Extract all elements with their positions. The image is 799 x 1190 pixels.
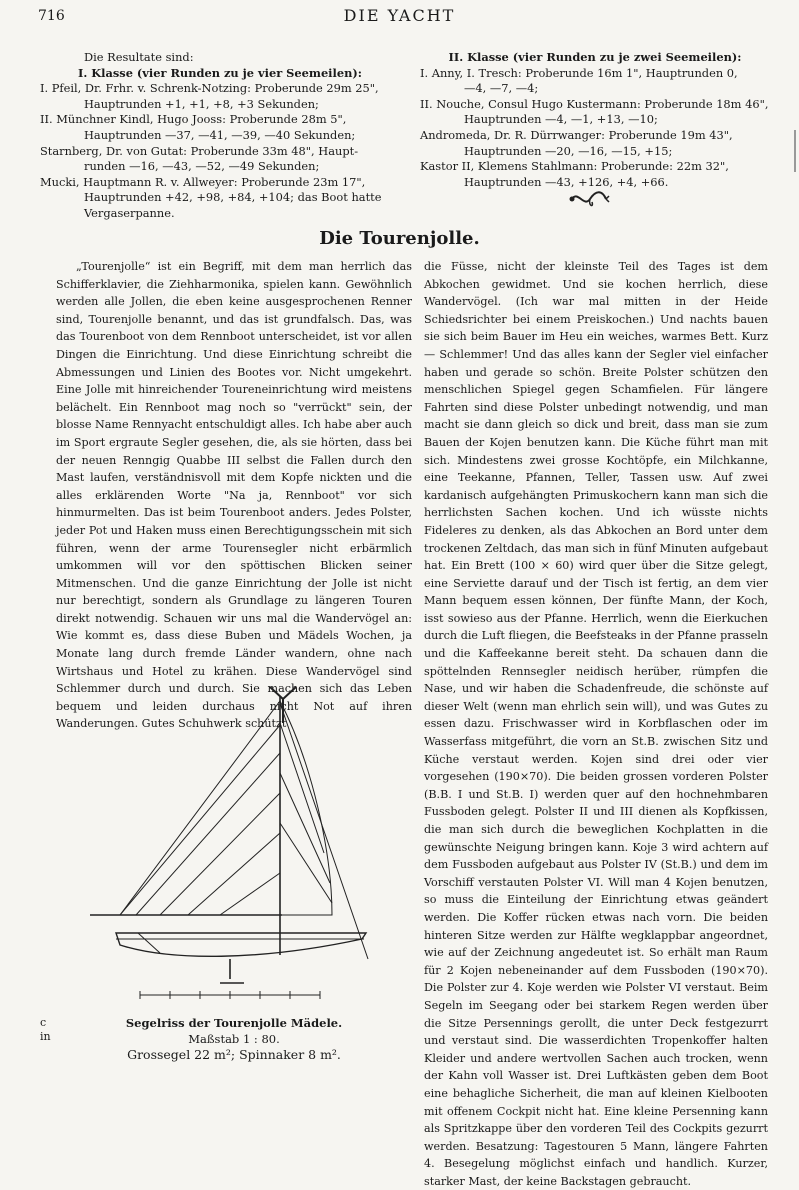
figure-sail-area: Grossegel 22 m²; Spinnaker 8 m². bbox=[127, 1047, 341, 1062]
result-line: II. Nouche, Consul Hugo Kustermann: Proberunde 18m 46", bbox=[420, 96, 769, 111]
result-line: Mucki, Hauptmann R. v. Allweyer: Proberunde 23m 17", bbox=[40, 174, 366, 189]
paragraph: „Tourenjolle“ ist ein Begriff, mit dem man herrlich das Schifferklavier, die Ziehharmonika, spielen kann. Gewöhnlich werden alle Jollen, die eben keine ausgesprochenen Renner sind, Tourenjolle benannt, und das ist grundfalsch. Das, was das Tourenboot von dem Rennboot unterscheidet, ist vor allen Dingen die Einrichtung. Und diese Einrichtung schreibt die Abmessungen und Linien des Bootes vor. Nicht umgekehrt. Eine Jolle mit hinreichender Toureneinrichtung wird meistens belächelt. Ein Rennboot mag noch so "verrückt" sein, der blosse Name Rennyacht entschuldigt alles. Ich habe aber auch im Sport ergraute Segler gesehen, die, als sie hörten, dass bei der neuen Renngig Quabbe III selbst die Fallen durch den Mast laufen, verständnisvoll mit dem Kopfe nickten und die alles erklärenden Worte "Na ja, Rennboot" vor sich hinmurmelten. Das ist beim Tourenboot anders. Jedes Polster, jeder Pot und Haken muss einen Berechtigungsschein mit sich führen, wenn der arme Tourensegler nicht erbärmlich umkommen will vor den spöttischen Blicken seiner Mitmenschen. Und die ganze Einrichtung der Jolle ist nicht nur berechtigt, sondern als Grundlage zu längeren Touren direkt notwendig. Schauen wir uns mal die Wandervögel an: Wie kommt es, dass diese Buben und Mädels Wochen, ja Monate lang durch fremde Länder wandern, ohne nach Wirtshaus und Hotel zu krähen. Diese Wandervögel sind Schlemmer durch und durch. Sie machen sich das Leben bequem und leiden durchaus nicht Not auf ihren Wanderungen. Gutes Schuhwerk schützt bbox=[56, 260, 412, 731]
result-line: I. Anny, I. Tresch: Proberunde 16m 1", Hauptrunden 0, bbox=[420, 65, 738, 80]
result-line: Hauptrunden —4, —1, +13, —10; bbox=[464, 112, 658, 127]
result-line: runden —16, —43, —52, —49 Sekunden; bbox=[84, 159, 320, 174]
paragraph: die Füsse, nicht der kleinste Teil des Tages ist dem Abkochen gewidmet. Und sie kochen herrlich, diese Wandervögel. (Ich war mal mitten in der Heide Schiedsrichter bei einem Preiskochen.) Und nachts bauen sie sich beim Bauer im Heu ein weiches, warmes Bett. Kurz — Schlemmer! Und das alles kann der Segler viel einfacher haben und gerade so schön. Breite Polster schützen den menschlichen Spiegel gegen Schamfielen. Für längere Fahrten sind diese Polster unbedingt notwendig, und man macht sie dann gleich so dick und breit, dass man sie zum Bauen der Kojen benutzen kann. Die Küche führt man mit sich. Mindestens zwei grosse Kochtöpfe, ein Milchkanne, eine Teekanne, Pfannen, Teller, Tassen usw. Auf zwei kardanisch aufgehängten Primuskochern kann man sich die herrlichsten Sachen kochen. Und ich wüsste nichts Fideleres zu denken, als das Abkochen an Bord unter dem trockenen Zeltdach, das man sich in fünf Minuten aufgebaut hat. Ein Brett (100 × 60) wird quer über die Sitze gelegt, eine Serviette darauf und der Tisch ist fertig, an dem vier Mann bequem essen können, Der fünfte Mann, der Koch, isst sowieso aus der Pfanne. Herrlich, wenn die Eierkuchen durch die Luft fliegen, die Beefsteaks in der Pfanne prasseln und die Kaffeekanne bereit steht. Da schauen dann die spöttelnden Rennsegler neidisch herüber, rümpfen die Nase, und wir haben die Schadenfreude, die schönste auf dieser Welt (wenn man ehrlich sein will), und was Gutes zu essen dazu. Frischwasser wird in Korbflaschen oder im Wasserfass mitgeführt, die vorn an St.B. zwischen Sitz und Küche verstaut werden. Kojen sind drei oder vier vorgesehen (190×70). Die beiden grossen vorderen Polster (B.B. I und St.B. I) werden quer auf den hochnehmbaren Fussboden gelegt. Polster II und III dienen als Kopfkissen, die man sich durch die beweglichen Kochplatten in die gewünschte Neigung bringen kann. Koje 3 wird achtern auf dem Fussboden aufgebaut aus Polster IV (St.B.) und dem im Vorschiff verstauten Polster VI. Will man 4 Kojen benutzen, so muss die Einteilung der Einrichtung etwas geändert werden. Die Koffer rücken etwas nach vorn. Die beiden hinteren Sitze werden zur Hälfte wegklappbar angeordnet, wie auf der Zeichnung angedeutet ist. So erhält man Raum für 2 Kojen nebeneinander auf dem Fussboden (190×70). Die Polster zur 4. Koje werden wie Polster VI verstaut. Beim Segeln im Seegang oder bei starkem Regen werden über die Sitze Persennings gerollt, die unter Deck festgezurrt und verstaut sind. Die wasserdichten Tropenkoffer halten Kleider und andere wertvollen Sachen auch trocken, wenn der Kahn voll Wasser ist. Drei Luftkästen geben dem Boot eine behagliche Sicherheit, die man auf kleinen Kielbooten mit offenem Cockpit nicht hat. Eine kleine Persenning kann als Spritzkappe über den vorderen Teil des Cockpits gezurrt werden. Besatzung: Tagestouren 5 Mann, längere Fahrten 4. Besegelung möglichst einfach und handlich. Kurzer, starker Mast, der keine Backstagen gebraucht. bbox=[424, 260, 768, 1188]
figure-caption: Segelriss der Tourenjolle Mädele. bbox=[125, 1016, 343, 1030]
result-line: II. Klasse (vier Runden zu je zwei Seemeilen): bbox=[448, 50, 742, 64]
margin-note: c in bbox=[40, 1016, 51, 1043]
result-line: Vergaserpanne. bbox=[84, 205, 175, 220]
result-line: Hauptrunden +1, +1, +8, +3 Sekunden; bbox=[84, 96, 319, 111]
sail-plan-drawing bbox=[80, 683, 380, 1013]
article-column-right bbox=[424, 258, 768, 1190]
running-head: DIE YACHT bbox=[343, 6, 456, 25]
article-column-left bbox=[56, 258, 412, 733]
result-line: Die Resultate sind: bbox=[84, 50, 194, 64]
result-line: Andromeda, Dr. R. Dürrwanger: Proberunde 19m 43", bbox=[420, 127, 733, 142]
result-line: Hauptrunden —20, —16, —15, +15; bbox=[464, 143, 673, 158]
result-line: Hauptrunden +42, +98, +84, +104; das Boot hatte bbox=[84, 190, 382, 205]
result-line: I. Pfeil, Dr. Frhr. v. Schrenk-Notzing: Proberunde 29m 25", bbox=[40, 81, 379, 96]
results-left bbox=[40, 50, 400, 222]
result-line: Hauptrunden —37, —41, —39, —40 Sekunden; bbox=[84, 127, 356, 142]
results-right bbox=[420, 50, 770, 190]
figure-scale: Maßstab 1 : 80. bbox=[188, 1032, 280, 1046]
result-line: Kastor II, Klemens Stahlmann: Proberunde: 22m 32", bbox=[420, 159, 729, 174]
ornament-icon bbox=[568, 188, 610, 210]
result-line: Starnberg, Dr. von Gutat: Proberunde 33m 48", Haupt- bbox=[40, 143, 359, 158]
result-line: I. Klasse (vier Runden zu je vier Seemeilen): bbox=[78, 65, 362, 80]
page-edge-mark bbox=[794, 130, 796, 172]
result-line: —4, —7, —4; bbox=[464, 81, 539, 96]
result-line: II. Münchner Kindl, Hugo Jooss: Proberunde 28m 5", bbox=[40, 112, 347, 127]
article-title: Die Tourenjolle. bbox=[319, 228, 480, 249]
result-line: Hauptrunden —43, +126, +4, +66. bbox=[464, 174, 669, 189]
page-number: 716 bbox=[38, 8, 65, 24]
